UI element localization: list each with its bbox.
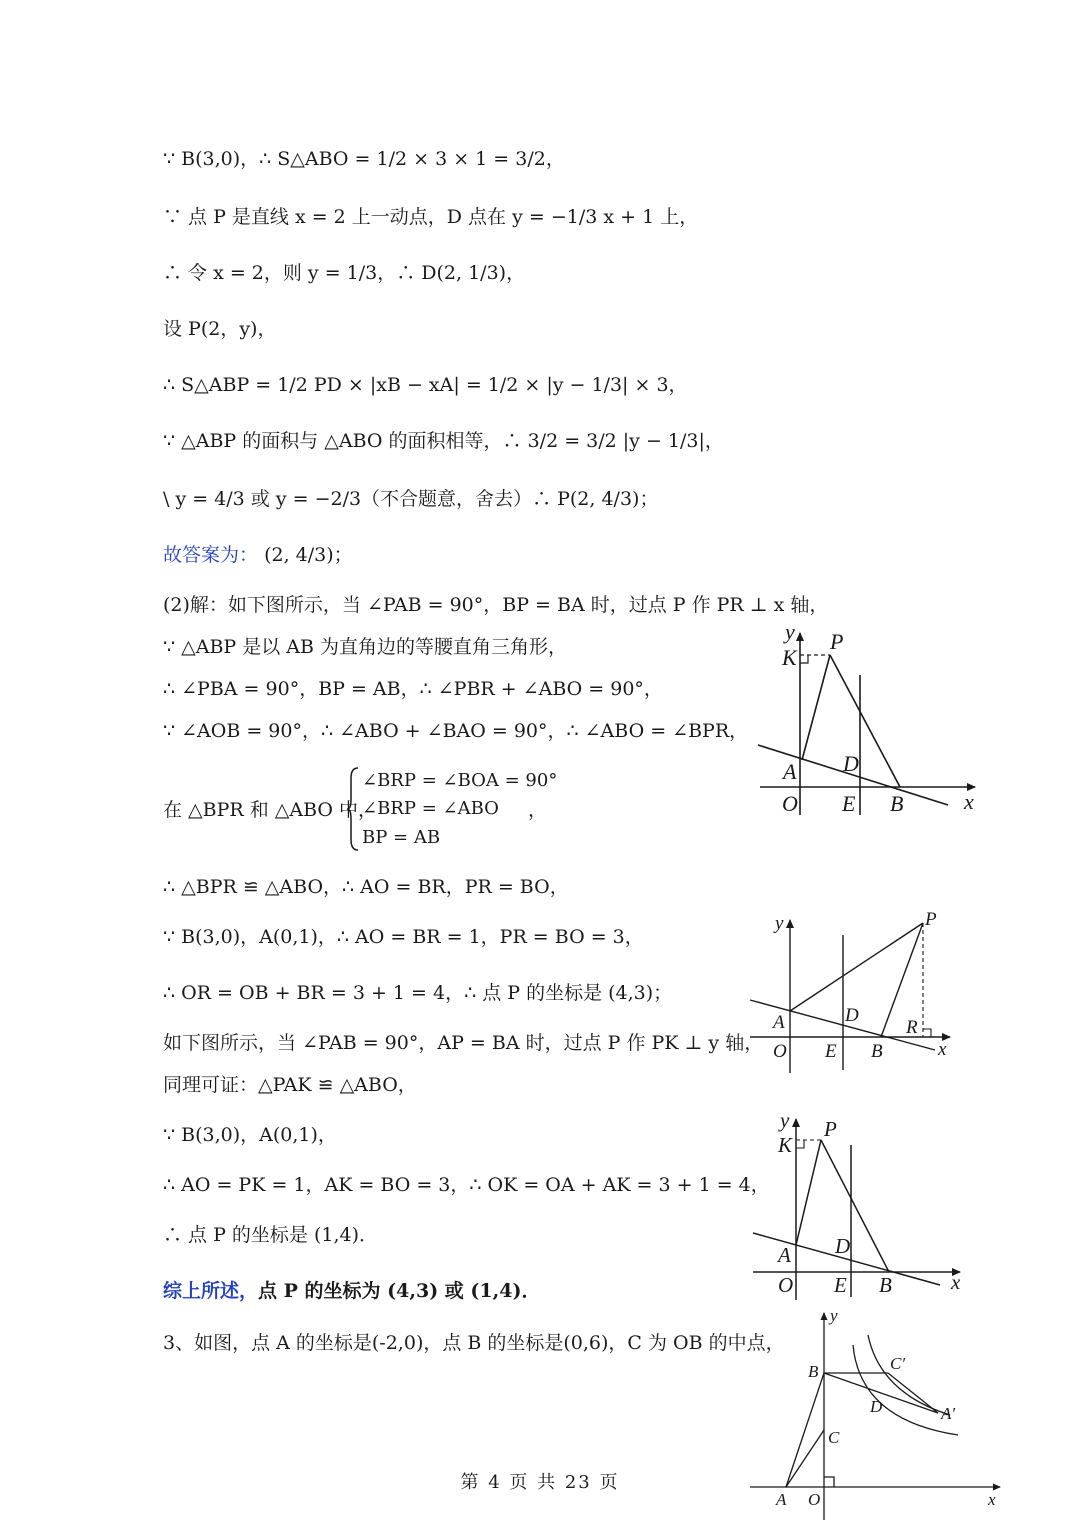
- label-a: A: [778, 1243, 791, 1267]
- text-line: 3、如图，点 A 的坐标是(-2,0)，点 B 的坐标是(0,6)，C 为 OB 的中点，: [163, 1332, 785, 1354]
- label-d: D: [870, 1397, 883, 1416]
- segment-ap: [796, 1140, 821, 1245]
- segment-pb: [821, 1140, 889, 1272]
- label-e: E: [834, 1273, 847, 1297]
- text-line: ∴ S△ABP = 1/2 PD × |xB − xA| = 1/2 × |y − 1/3| × 3，: [163, 374, 688, 396]
- segment-ap: [790, 923, 923, 1011]
- label-x: x: [951, 1270, 961, 1294]
- label-y: y: [830, 1306, 838, 1325]
- text-line: \ y = 4/3 或 y = −2/3（不合题意，舍去）∴ P(2, 4/3)；: [163, 488, 659, 510]
- text-line: ∴ 点 P 的坐标是 (1,4)．: [163, 1224, 378, 1246]
- label-d: D: [845, 1005, 859, 1026]
- system-row: ∠BRP = ∠ABO: [362, 798, 499, 819]
- label-a: A: [783, 759, 797, 784]
- figure-1-diagram: [750, 615, 990, 825]
- system-row: BP = AB: [362, 827, 441, 848]
- text-line: ∵ B(3,0)，∴ S△ABO = 1/2 × 3 × 1 = 3/2，: [163, 148, 565, 170]
- label-d: D: [835, 1234, 851, 1258]
- conclusion-line: [163, 1278, 540, 1304]
- label-a: A: [773, 1012, 785, 1033]
- text-line: ∵ ∠AOB = 90°，∴ ∠ABO + ∠BAO = 90°，∴ ∠ABO = ∠BPR，: [163, 720, 749, 742]
- text-line: 设 P(2，y)，: [163, 318, 277, 340]
- label-b: B: [879, 1273, 892, 1297]
- text-line: 同理可证：△PAK ≌ △ABO，: [163, 1074, 417, 1096]
- label-o: O: [808, 1490, 821, 1509]
- figure-2-diagram: [745, 905, 960, 1080]
- label-a-prime: A′: [941, 1404, 956, 1423]
- text-line: ∴ 令 x = 2，则 y = 1/3，∴ D(2, 1/3)，: [163, 262, 526, 284]
- label-y: y: [775, 913, 784, 934]
- right-angle-r: [923, 1029, 931, 1037]
- text-line: 在 △BPR 和 △ABO 中，: [163, 799, 378, 821]
- label-o: O: [778, 1273, 794, 1297]
- right-angle-k: [800, 655, 808, 663]
- figure-3-diagram: [748, 1105, 973, 1305]
- label-p: P: [824, 1117, 837, 1141]
- left-brace: [346, 766, 360, 852]
- text-line: ∵ B(3,0)，A(0,1)，∴ AO = BR = 1，PR = BO = 3，: [163, 926, 644, 948]
- text-line: ∴ ∠PBA = 90°，BP = AB，∴ ∠PBR + ∠ABO = 90°，: [163, 678, 663, 700]
- text-line: ∵ △ABP 是以 AB 为直角边的等腰直角三角形，: [163, 636, 568, 658]
- text-line: ，: [528, 799, 548, 821]
- label-p: P: [925, 909, 937, 930]
- label-o: O: [782, 791, 798, 816]
- label-p: P: [830, 629, 844, 654]
- label-k: K: [782, 645, 797, 670]
- label-b: B: [871, 1041, 883, 1062]
- text-line: ∵ B(3,0)，A(0,1)，: [163, 1124, 337, 1146]
- text-line: 如下图所示，当 ∠PAB = 90°，AP = BA 时，过点 P 作 PK ⊥ y 轴，: [163, 1032, 764, 1054]
- label-y: y: [785, 619, 795, 644]
- right-angle-k: [796, 1140, 804, 1148]
- label-y: y: [780, 1108, 790, 1132]
- label-c-prime: C′: [890, 1354, 906, 1373]
- text-line: ∵ 点 P 是直线 x = 2 上一动点，D 点在 y = −1/3 x + 1 上，: [163, 206, 699, 228]
- text-line: ∴ AO = PK = 1，AK = BO = 3，∴ OK = OA + AK = 3 + 1 = 4，: [163, 1174, 770, 1196]
- answer-value: (2, 4/3)；: [264, 544, 353, 566]
- page-footer: 第 4 页 共 23 页: [460, 1472, 620, 1493]
- segment-pb: [830, 655, 900, 787]
- label-r: R: [906, 1017, 918, 1038]
- label-b: B: [890, 791, 904, 816]
- answer-label: 故答案为：: [163, 544, 259, 566]
- label-x: x: [988, 1490, 996, 1509]
- label-e: E: [842, 791, 856, 816]
- label-e: E: [825, 1041, 837, 1062]
- figure-4-diagram: [748, 1305, 1010, 1528]
- label-k: K: [778, 1133, 793, 1157]
- text-line: (2)解：如下图所示，当 ∠PAB = 90°，BP = BA 时，过点 P 作 PR ⊥ x 轴，: [163, 594, 829, 616]
- label-b: B: [808, 1362, 819, 1381]
- segment-ap: [802, 655, 830, 760]
- text-line: ∴ OR = OB + BR = 3 + 1 = 4，∴ 点 P 的坐标是 (4,3)；: [163, 982, 673, 1004]
- conclusion-label: 综上所述，: [163, 1280, 259, 1302]
- conclusion-text: 点 P 的坐标为 (4,3) 或 (1,4)．: [258, 1280, 541, 1302]
- label-c: C: [828, 1428, 840, 1447]
- label-x: x: [964, 789, 974, 814]
- label-x: x: [938, 1039, 947, 1060]
- label-o: O: [773, 1041, 787, 1062]
- system-row: ∠BRP = ∠BOA = 90°: [362, 770, 558, 791]
- text-line: ∵ △ABP 的面积与 △ABO 的面积相等，∴ 3/2 = 3/2 |y − 1/3|，: [163, 430, 724, 452]
- text-line: ∴ △BPR ≌ △ABO，∴ AO = BR，PR = BO，: [163, 876, 569, 898]
- answer-line: [163, 542, 353, 568]
- label-d: D: [843, 751, 859, 776]
- label-a: A: [776, 1490, 787, 1509]
